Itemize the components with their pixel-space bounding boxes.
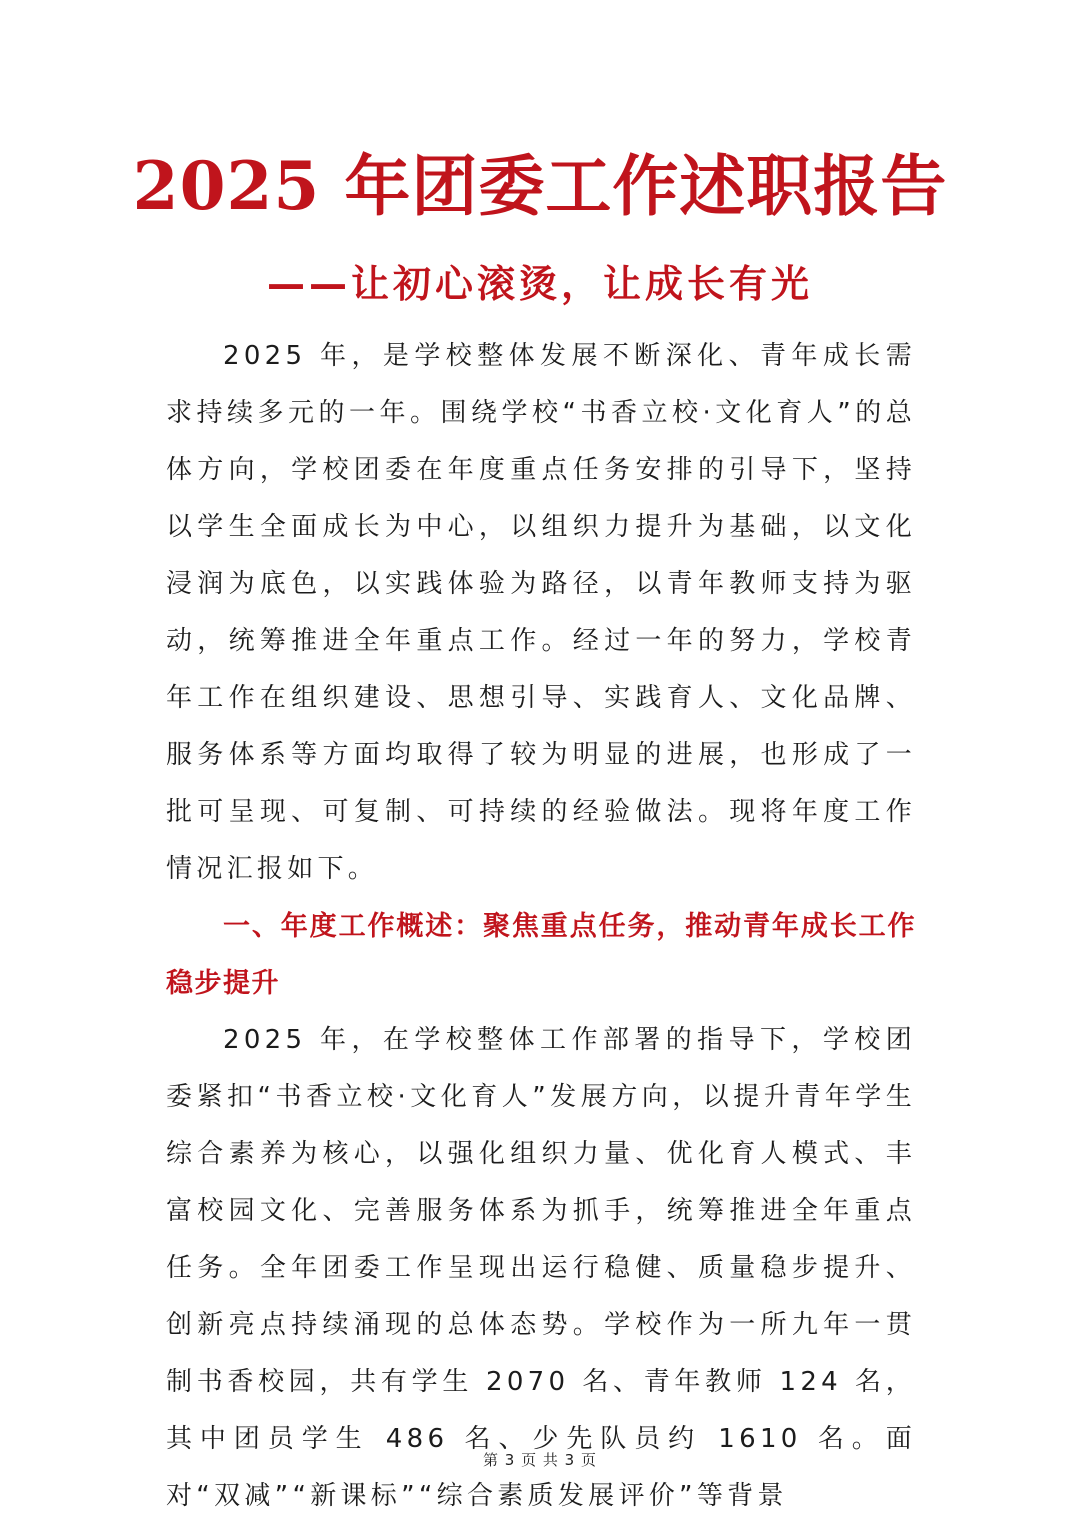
page-number-footer: 第 3 页 共 3 页 [483,1451,597,1469]
intro-paragraph: 2025 年，是学校整体发展不断深化、青年成长需求持续多元的一年。围绕学校“书香立校·文化育人”的总体方向，学校团委在年度重点任务安排的引导下，坚持以学生全面成长为中心，以组织力提升为基础，以文化浸润为底色，以实践体验为路径，以青年教师支持为驱动，统筹推进全年重点工作。经过一年的努力，学校青年工作在组织建设、思想引导、实践育人、文化品牌、服务体系等方面均取得了较为明显的进展，也形成了一批可呈现、可复制、可持续的经验做法。现将年度工作情况汇报如下。 [166,341,916,884]
document-subtitle: ——让初心滚烫，让成长有光 [266,262,813,306]
document-title: 2025 年团委工作述职报告 [132,147,948,225]
section-1-paragraph: 2025 年，在学校整体工作部署的指导下，学校团委紧扣“书香立校·文化育人”发展方向，以提升青年学生综合素养为核心，以强化组织力量、优化育人模式、丰富校园文化、完善服务体系为抓手，统筹推进全年重点任务。全年团委工作呈现出运行稳健、质量稳步提升、创新亮点持续涌现的总体态势。学校作为一所九年一贯制书香校园，共有学生 2070 名、青年教师 124 名，其中团员学生 486 名、少先队员约 1610 名。面对“双减”“新课标”“综合素质发展评价”等背景 [166,1025,916,1511]
section-heading-1: 一、年度工作概述：聚焦重点任务，推动青年成长工作稳步提升 [166,911,916,999]
document-body [166,328,916,1525]
